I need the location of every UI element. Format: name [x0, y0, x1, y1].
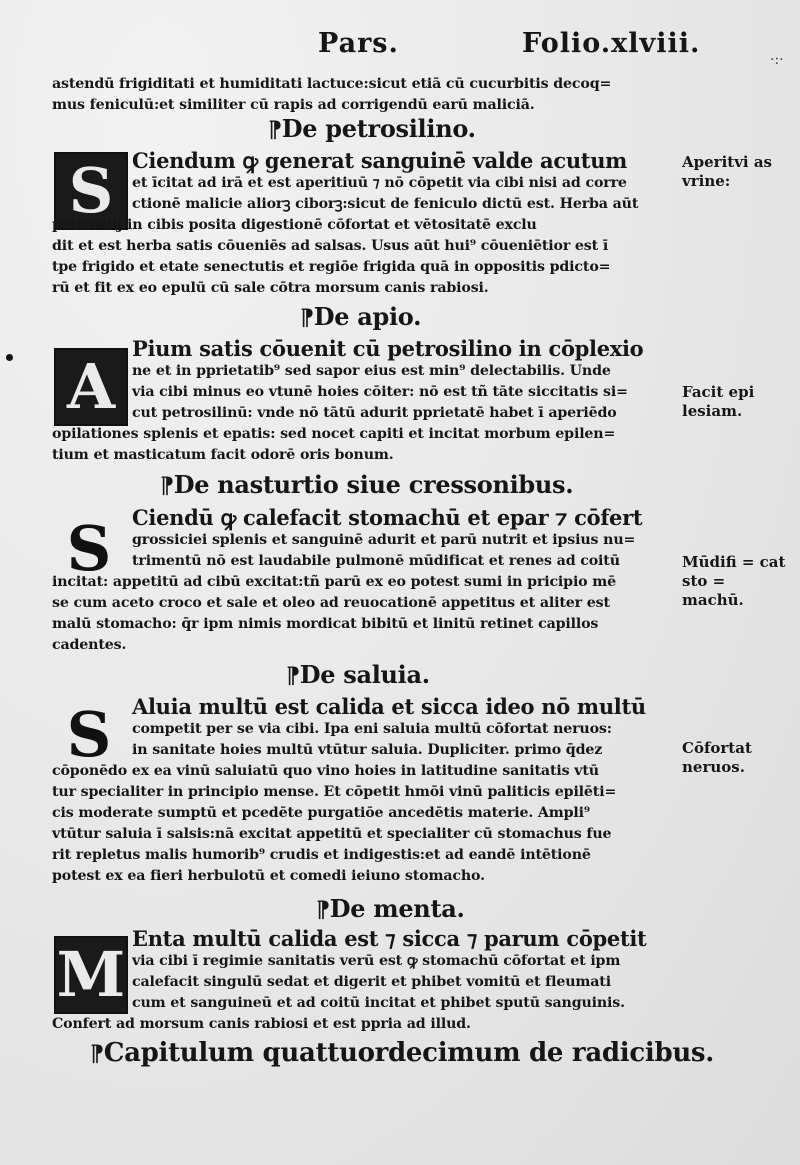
text-line: se cum aceto croco et sale et oleo ad reuocationē appetitus et aliter est [52, 595, 610, 611]
text-line: cut petrosilinū: vnde nō tātū adurit pprietatē habet ī aperiēdo [132, 405, 617, 421]
text-line: in sanitate hoies multū vtūtur saluia. Dupliciter. primo q̄dez [132, 742, 603, 758]
text-line: petrosilij in cibis posita digestionē cōfortat et vētositatē exclu [52, 217, 537, 233]
margin-note: Cōfortat neruos. [682, 739, 752, 776]
lead-line: Ciendū ꝙ calefacit stomachū et epar ⁊ cōfert [132, 505, 643, 530]
section-heading-menta: ⁋De menta. [316, 894, 465, 923]
intro-text [52, 74, 677, 116]
pilcrow-icon: ⁋ [90, 1041, 104, 1067]
text-line: incitat: appetitū ad cibū excitat:tñ parū ex eo potest sumi in pricipio mē [52, 574, 617, 590]
decorated-initial-s: S [54, 152, 128, 230]
text-line: ctionē malicie aliorꝫ ciborꝫ:sicut de feniculo dictū est. Herba aūt [132, 196, 639, 212]
text-line: via cibi minus eo vtunē hoies cōiter: nō est tñ tāte siccitatis si= [132, 384, 628, 400]
pilcrow-icon: ⁋ [286, 663, 300, 689]
text-line: grossiciei splenis et sanguinē adurit et parū nutrit et ipsius nu= [132, 532, 636, 548]
text-line: tur specialiter in principio mense. Et cōpetit hmōi vinū paliticis epilēti= [52, 784, 617, 800]
pilcrow-icon: ⁋ [316, 897, 330, 923]
section-body-saluia [52, 694, 677, 887]
section-heading-nasturtio: ⁋De nasturtio siue cressonibus. [160, 470, 574, 499]
section-body-nasturtio [52, 505, 677, 656]
text-line: cadentes. [52, 637, 127, 653]
decorated-initial-s: S [66, 512, 112, 585]
pilcrow-icon: ⁋ [160, 473, 174, 499]
margin-note: Aperitvi as vrine: [682, 153, 772, 190]
text-line: competit per se via cibi. Ipa eni saluia multū cōfortat neruos: [132, 721, 612, 737]
running-head-folio: Folio.xlviii. [522, 28, 701, 59]
margin-note: Mūdifi = cat sto = machū. [682, 553, 786, 609]
lead-line: Enta multū calida est ⁊ sicca ⁊ parum cōpetit [132, 926, 647, 951]
running-head [0, 28, 800, 62]
chapter-heading: ⁋Capitulum quattuordecimum de radicibus. [90, 1038, 715, 1068]
text-line: trimentū nō est laudabile pulmonē mūdificat et renes ad coitū [132, 553, 620, 569]
text-line: tium et masticatum facit odorē oris bonum. [52, 447, 394, 463]
lead-line: Aluia multū est calida et sicca ideo nō multū [132, 694, 646, 719]
text-line: via cibi ī regimie sanitatis verū est ꝙ stomachū cōfortat et ipm [132, 953, 621, 969]
lead-line: Pium satis cōuenit cū petrosilino in cōplexio [132, 336, 644, 361]
ink-dot [6, 354, 13, 361]
text-line: mus feniculū:et similiter cū rapis ad corrigendū earū maliciā. [52, 97, 535, 113]
text-line: rit repletus malis humorib⁹ crudis et indigestis:et ad eandē intētionē [52, 847, 591, 863]
text-line: cōponēdo ex ea vinū saluiatū quo vino hoies in latitudine sanitatis vtū [52, 763, 599, 779]
text-line: tpe frigido et etate senectutis et regiōe frigida quā in oppositis pdicto= [52, 259, 611, 275]
pilcrow-icon: ⁋ [300, 305, 314, 331]
running-head-part: Pars. [318, 28, 399, 59]
text-line: rū et fit ex eo epulū cū sale cōtra morsum canis rabiosi. [52, 280, 489, 296]
pilcrow-icon: ⁋ [268, 117, 282, 143]
section-body-apio [52, 336, 677, 466]
text-line: potest ex ea fieri herbulotū et comedi ieiuno stomacho. [52, 868, 485, 884]
section-heading-apio: ⁋De apio. [300, 302, 422, 331]
text-line: Confert ad morsum canis rabiosi et est ppria ad illud. [52, 1016, 471, 1032]
decorated-initial-m: M [54, 936, 128, 1014]
margin-note: Facit epi lesiam. [682, 383, 755, 420]
ink-speck: ·:· [770, 52, 784, 68]
section-heading-saluia: ⁋De saluia. [286, 660, 430, 689]
text-line: cum et sanguineū et ad coitū incitat et phibet sputū sanguinis. [132, 995, 625, 1011]
text-line: cis moderate sumptū et pcedēte purgatiōe ancedētis materie. Ampli⁹ [52, 805, 590, 821]
text-line: astendū frigiditati et humiditati lactuce:sicut etiā cū cucurbitis decoq= [52, 76, 612, 92]
text-line: ne et in pprietatib⁹ sed sapor eius est min⁹ delectabilis. Unde [132, 363, 611, 379]
text-line: vtūtur saluia ī salsis:nā excitat appetitū et specialiter cū stomachus fue [52, 826, 612, 842]
section-heading-petrosilino: ⁋De petrosilino. [268, 114, 476, 143]
text-line: malū stomacho: q̄r ipm nimis mordicat bibitū et linitū retinet capillos [52, 616, 599, 632]
text-line: opilationes splenis et epatis: sed nocet capiti et incitat morbum epilen= [52, 426, 616, 442]
text-line: dit et est herba satis cōueniēs ad salsas. Usus aūt hui⁹ cōueniētior est ī [52, 238, 609, 254]
lead-line: Ciendum ꝙ generat sanguinē valde acutum [132, 148, 628, 173]
section-body-menta [52, 926, 677, 1035]
decorated-initial-s: S [66, 698, 112, 771]
section-body-petrosilino [52, 148, 677, 299]
decorated-initial-a: A [54, 348, 128, 426]
text-line: calefacit singulū sedat et digerit et phibet vomitū et fleumati [132, 974, 611, 990]
text-line: et īcitat ad irā et est aperitiuū ⁊ nō cōpetit via cibi nisi ad corre [132, 175, 627, 191]
